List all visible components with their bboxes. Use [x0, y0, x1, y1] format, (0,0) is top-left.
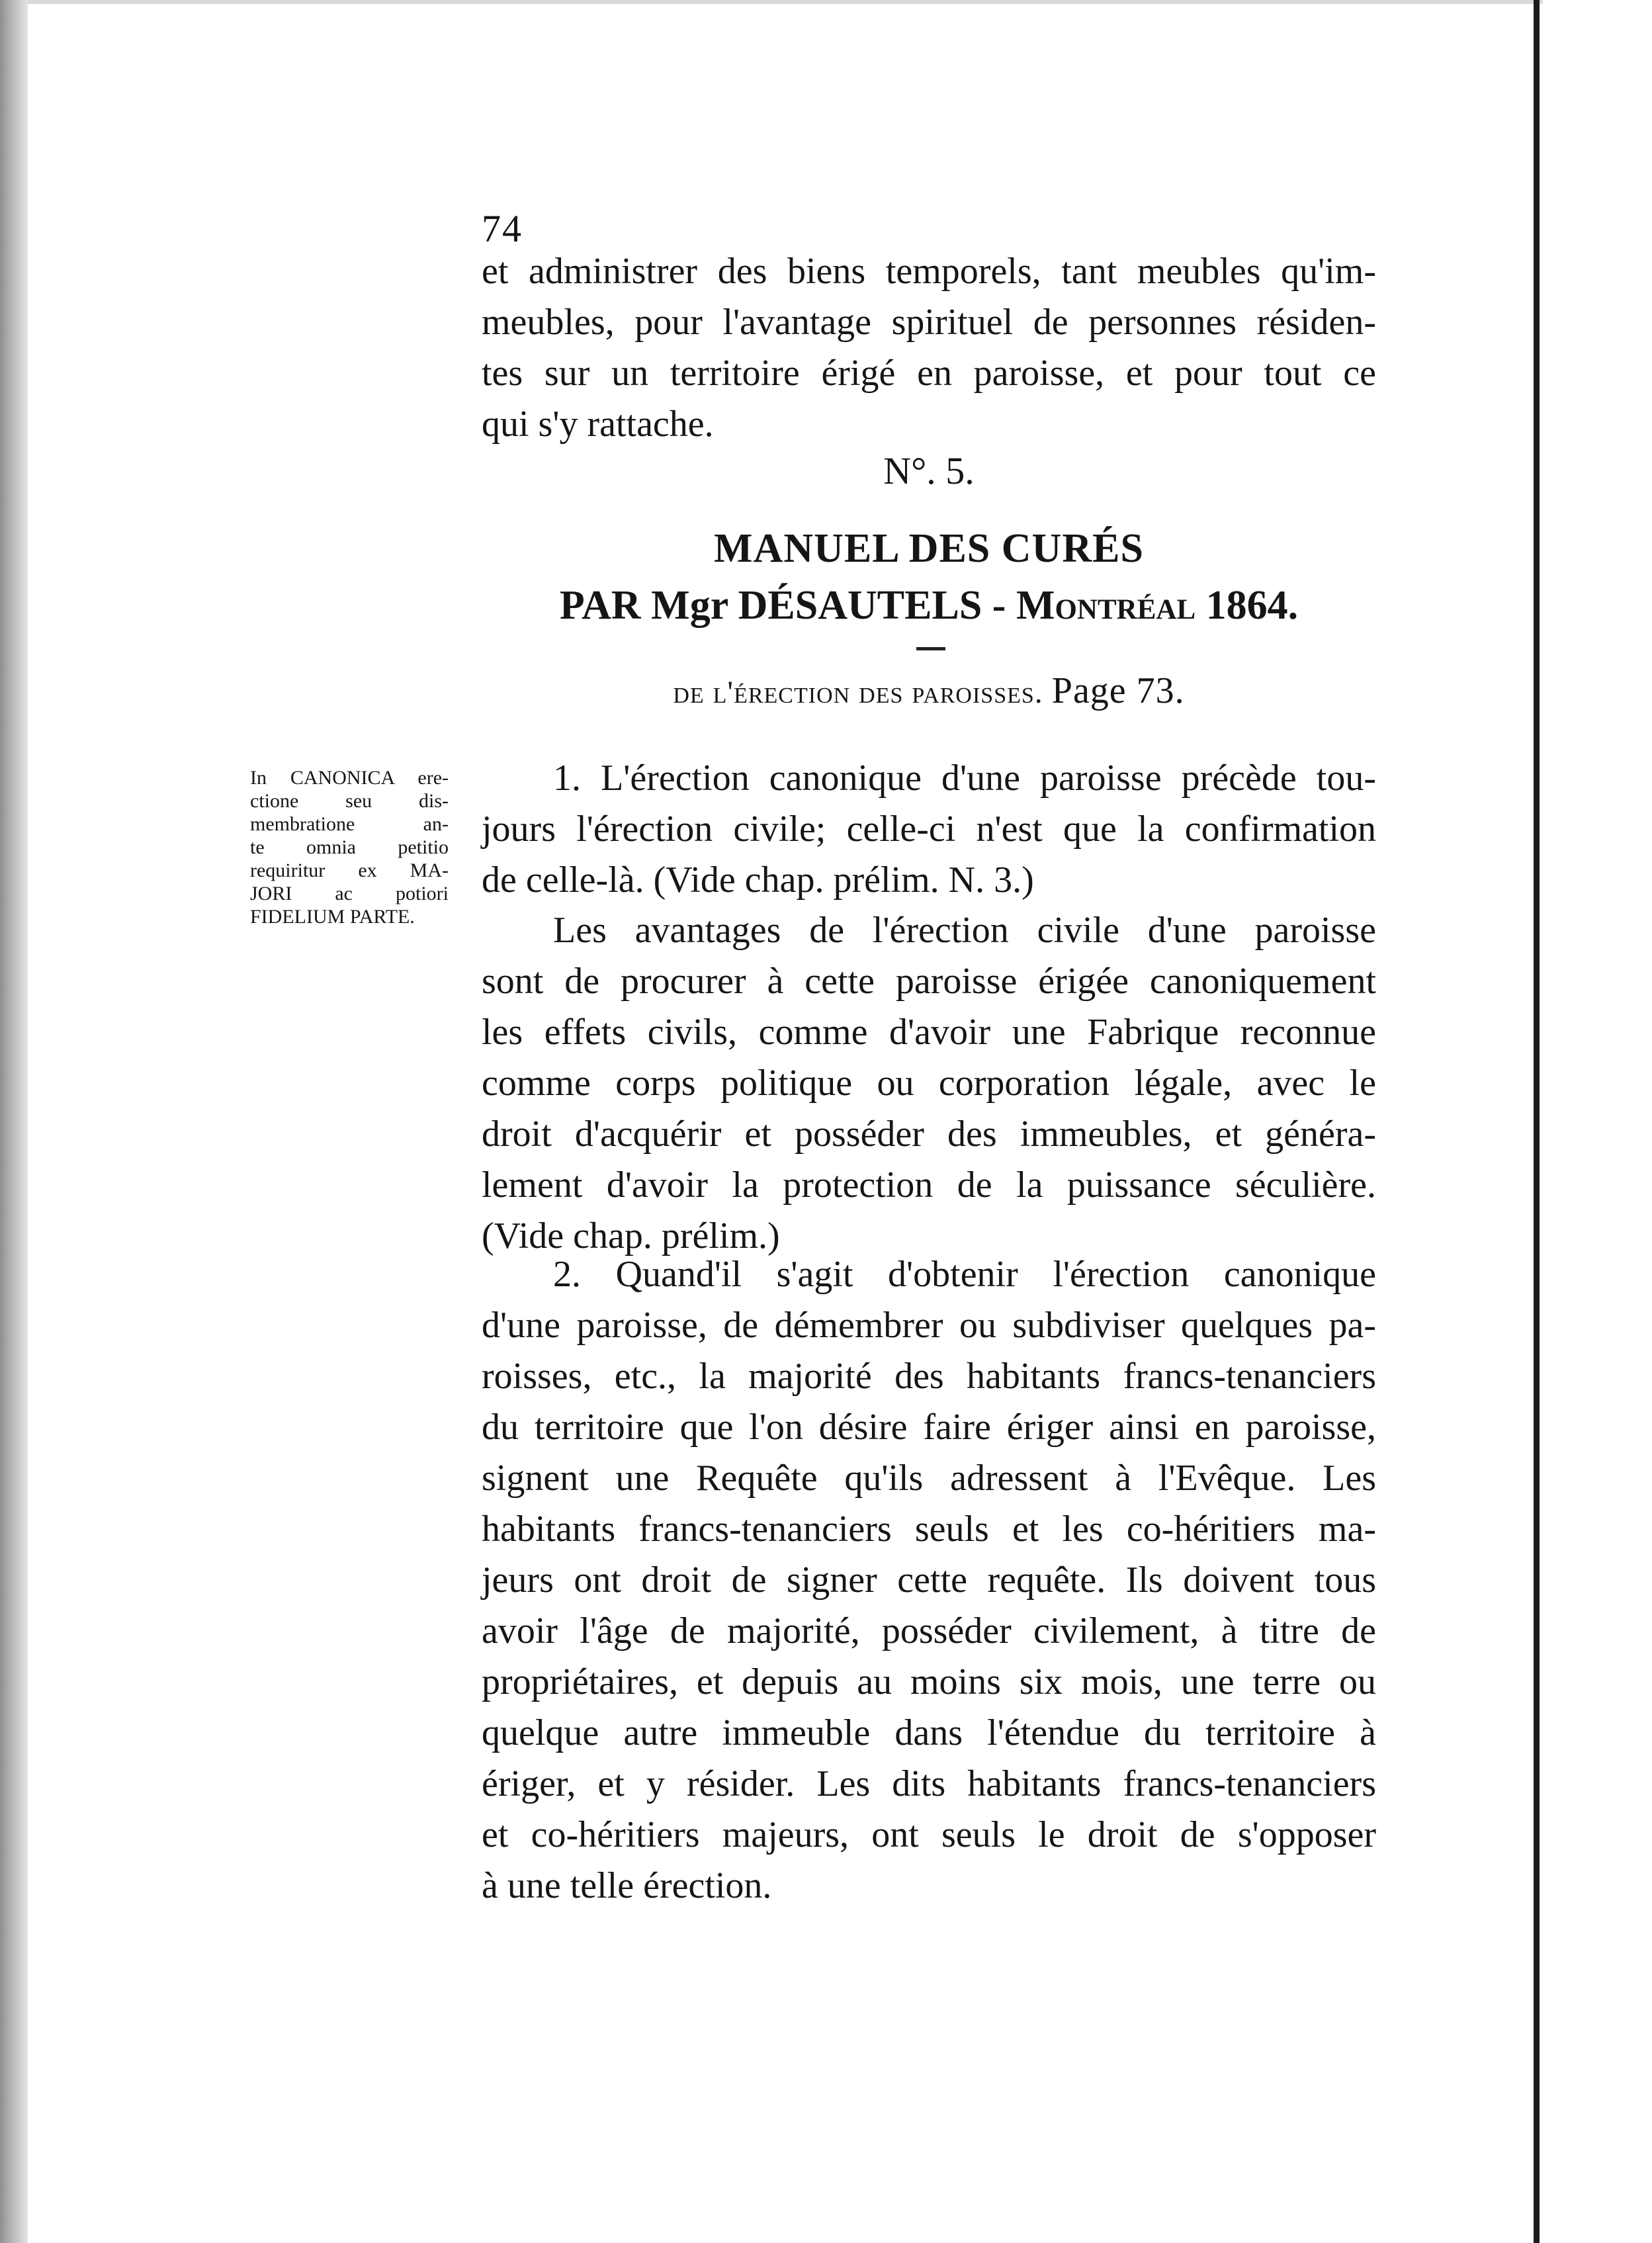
text-line: qui s'y rattache. — [482, 404, 714, 445]
text-line: Les avantages de l'érection civile d'une paroisse — [553, 910, 1376, 951]
page-number: 74 — [482, 207, 523, 250]
paragraph-3 — [482, 1249, 1376, 1912]
text-line: les effets civils, comme d'avoir une Fabrique reconnue — [482, 1012, 1376, 1053]
continued-paragraph — [482, 246, 1376, 450]
text-line: (Vide chap. prélim.) — [482, 1215, 780, 1256]
book-author — [482, 582, 1376, 629]
margin-note — [250, 766, 449, 928]
text-line: signent une Requête qu'ils adressent à l'Evêque. Les — [482, 1458, 1376, 1499]
text-line: du territoire que l'on désire faire ériger ainsi en paroisse, — [482, 1407, 1376, 1448]
book-author-prefix: PAR Mgr DÉSAUTELS - — [559, 583, 1006, 628]
text-line: 1. L'érection canonique d'une paroisse précède tou- — [553, 758, 1376, 799]
margin-note-line: FIDELIUM PARTE. — [250, 906, 415, 928]
text-line: avoir l'âge de majorité, posséder civilement, à titre de — [482, 1610, 1376, 1651]
chapter-title: de l'érection des paroisses. — [673, 675, 1043, 710]
separator-rule — [916, 647, 945, 650]
book-title: MANUEL DES CURÉS — [714, 526, 1144, 571]
text-line: meubles, pour l'avantage spirituel de personnes résiden- — [482, 302, 1376, 343]
margin-note-line: requiritur ex MA- — [250, 859, 449, 881]
text-line: quelque autre immeuble dans l'étendue du territoire à — [482, 1712, 1376, 1753]
paragraph-1 — [482, 753, 1376, 906]
text-line: jeurs ont droit de signer cette requête. Ils doivent tous — [482, 1560, 1376, 1601]
text-line: jours l'érection civile; celle-ci n'est que la confirmation — [482, 809, 1376, 850]
chapter-page-ref: Page 73. — [1051, 670, 1185, 711]
text-line: de celle-là. (Vide chap. prélim. N. 3.) — [482, 859, 1034, 901]
text-line: d'une paroisse, de démembrer ou subdiviser quelques pa- — [482, 1305, 1376, 1346]
text-line: ériger, et y résider. Les dits habitants francs-tenanciers — [482, 1763, 1376, 1804]
text-line: lement d'avoir la protection de la puissance séculière. — [482, 1165, 1376, 1206]
paragraph-2 — [482, 905, 1376, 1262]
margin-note-line: In CANONICA ere- — [250, 767, 449, 789]
text-line: propriétaires, et depuis au moins six mois, une terre ou — [482, 1661, 1376, 1702]
text-line: droit d'acquérir et posséder des immeubles, et généra- — [482, 1114, 1376, 1155]
text-line: 2. Quand'il s'agit d'obtenir l'érection canonique — [553, 1254, 1376, 1295]
text-line: et co-héritiers majeurs, ont seuls le droit de s'opposer — [482, 1814, 1376, 1855]
text-line: habitants francs-tenanciers seuls et les co-héritiers ma- — [482, 1509, 1376, 1550]
margin-note-line: membratione an- — [250, 813, 449, 835]
chapter-heading — [482, 670, 1376, 712]
section-number: N°. 5. — [883, 449, 975, 492]
text-line: à une telle érection. — [482, 1865, 772, 1906]
text-line: et administrer des biens temporels, tant meubles qu'im- — [482, 251, 1376, 292]
margin-note-line: ctione seu dis- — [250, 790, 449, 812]
text-line: comme corps politique ou corporation légale, avec le — [482, 1063, 1376, 1104]
margin-note-line: JORI ac potiori — [250, 883, 449, 904]
book-year: 1864. — [1205, 583, 1299, 628]
text-line: roisses, etc., la majorité des habitants francs-tenanciers — [482, 1356, 1376, 1397]
text-line: tes sur un territoire érigé en paroisse, et pour tout ce — [482, 353, 1376, 394]
margin-note-line: te omnia petitio — [250, 836, 449, 858]
book-city: Montréal — [1016, 583, 1196, 628]
text-line: sont de procurer à cette paroisse érigée canoniquement — [482, 961, 1376, 1002]
